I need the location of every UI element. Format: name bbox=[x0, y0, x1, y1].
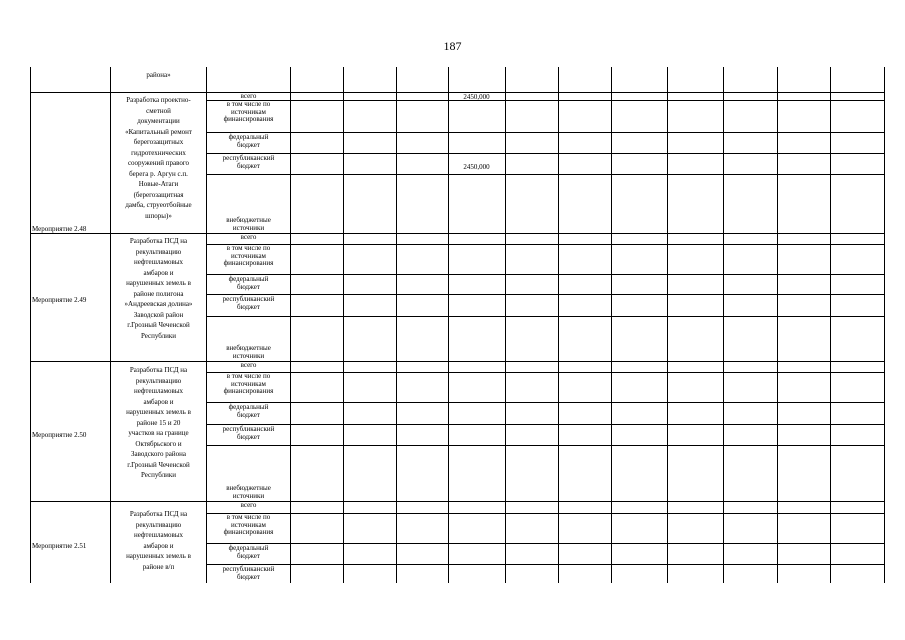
table-rule bbox=[206, 445, 885, 446]
description-line: амбаров и bbox=[143, 268, 174, 277]
description-line: нарушенных земель в bbox=[126, 408, 191, 416]
description-line: дамба, струеотбойные bbox=[125, 201, 192, 209]
value-republic: 2450,000 bbox=[463, 163, 490, 171]
description-line: Новые-Атаги bbox=[138, 180, 179, 188]
description-line: Разработка ПСД на bbox=[129, 510, 188, 518]
table-rule bbox=[558, 67, 559, 583]
table-rule bbox=[290, 67, 291, 583]
description-line: Республики bbox=[140, 471, 177, 479]
table-rule bbox=[206, 402, 885, 403]
description-line: гидротехнических bbox=[131, 148, 186, 157]
description-line: Заводской район bbox=[133, 310, 184, 319]
category-extra: внебюджетные bbox=[226, 344, 271, 352]
table-rule bbox=[448, 67, 449, 583]
description-line: берегозащитных bbox=[133, 138, 184, 146]
category-incl: финансирования bbox=[223, 115, 274, 123]
description-line: г.Грозный Чеченской bbox=[127, 321, 190, 329]
category-federal: федеральный bbox=[228, 133, 269, 141]
description-line: нарушенных земель в bbox=[126, 552, 191, 560]
category-incl: источникам bbox=[231, 107, 266, 116]
table-rule bbox=[206, 100, 885, 101]
category-extra: внебюджетные bbox=[226, 484, 271, 492]
category-federal: бюджет bbox=[237, 410, 260, 419]
description-line: рекультивацию bbox=[135, 247, 182, 256]
description-line: амбаров и bbox=[143, 541, 174, 550]
category-total: всего bbox=[240, 361, 257, 369]
category-republic: бюджет bbox=[237, 161, 260, 170]
description-line: «Капитальный ремонт bbox=[125, 127, 192, 136]
category-republic: бюджет bbox=[237, 302, 260, 311]
table-rule bbox=[206, 513, 885, 514]
table-rule bbox=[206, 564, 885, 565]
description-line: берега р. Аргун с.п. bbox=[129, 169, 188, 178]
category-extra: источники bbox=[232, 351, 265, 360]
table-rule bbox=[884, 67, 885, 583]
description-line: шпоры)» bbox=[145, 211, 172, 220]
description-line: сметной bbox=[146, 106, 171, 115]
category-incl: в том числе по bbox=[226, 372, 271, 380]
category-incl: финансирования bbox=[223, 259, 274, 267]
table-rule bbox=[206, 174, 885, 175]
description-line: нарушенных земель в bbox=[126, 279, 191, 287]
category-federal: федеральный bbox=[228, 544, 269, 552]
category-total: всего bbox=[240, 501, 257, 509]
description-line: районе 15 и 20 bbox=[136, 418, 181, 427]
description-line: Разработка ПСД на bbox=[129, 237, 188, 245]
category-incl: источникам bbox=[231, 251, 266, 260]
table-rule bbox=[206, 132, 885, 133]
table-rule bbox=[505, 67, 506, 583]
description-line: Республики bbox=[140, 331, 177, 340]
category-extra: внебюджетные bbox=[226, 216, 271, 224]
value-total: 2450,000 bbox=[463, 93, 490, 101]
description-line: нефтешламовых bbox=[133, 531, 184, 539]
table-rule bbox=[206, 372, 885, 373]
category-republic: республиканский bbox=[222, 565, 275, 573]
category-republic: бюджет bbox=[237, 432, 260, 441]
measure-label: Мероприятие 2.49 bbox=[32, 296, 87, 304]
description-line: документации bbox=[137, 117, 180, 125]
category-incl: в том числе по bbox=[226, 513, 271, 521]
description-line: рекультивацию bbox=[135, 376, 182, 385]
measure-label: Мероприятие 2.48 bbox=[32, 225, 87, 233]
category-incl: источникам bbox=[231, 520, 266, 529]
description-line: рекультивацию bbox=[135, 520, 182, 529]
category-incl: финансирования bbox=[223, 387, 274, 395]
category-extra: источники bbox=[232, 223, 265, 232]
category-incl: источникам bbox=[231, 379, 266, 388]
description-line: Разработка ПСД на bbox=[129, 366, 188, 374]
description-line: (берегозащитная bbox=[133, 190, 184, 199]
category-extra: источники bbox=[232, 491, 265, 500]
measure-label: Мероприятие 2.50 bbox=[32, 431, 87, 439]
table-rule bbox=[611, 67, 612, 583]
table-rule bbox=[667, 67, 668, 583]
table-rule bbox=[343, 67, 344, 583]
table-rule bbox=[206, 543, 885, 544]
description-line: районе в/п bbox=[142, 562, 175, 571]
category-federal: федеральный bbox=[228, 403, 269, 411]
description-line: »Андреевская долина» bbox=[124, 300, 193, 308]
description-line: Заводского района bbox=[130, 450, 187, 458]
description-fragment: района» bbox=[146, 71, 171, 79]
description-line: нефтешламовых bbox=[133, 258, 184, 266]
table-rule bbox=[206, 316, 885, 317]
category-republic: республиканский bbox=[222, 154, 275, 162]
description-line: участков на границе bbox=[128, 429, 189, 437]
description-line: районе полигона bbox=[133, 289, 184, 298]
description-line: Разработка проектно- bbox=[126, 96, 191, 104]
category-incl: в том числе по bbox=[226, 244, 271, 252]
category-federal: бюджет bbox=[237, 282, 260, 291]
table-rule bbox=[777, 67, 778, 583]
category-total: всего bbox=[240, 92, 257, 100]
category-incl: в том числе по bbox=[226, 100, 271, 108]
table-rule bbox=[396, 67, 397, 583]
description-line: г.Грозный Чеченской bbox=[127, 460, 190, 469]
table-rule bbox=[830, 67, 831, 583]
category-republic: республиканский bbox=[222, 295, 275, 303]
category-incl: финансирования bbox=[223, 528, 274, 536]
table-rule bbox=[206, 424, 885, 425]
description-line: Октябрьского и bbox=[135, 439, 182, 448]
table-rule bbox=[206, 274, 885, 275]
table-rule bbox=[206, 294, 885, 295]
table-rule bbox=[30, 233, 885, 234]
description-line: амбаров и bbox=[143, 397, 174, 406]
table-rule bbox=[723, 67, 724, 583]
category-federal: федеральный bbox=[228, 275, 269, 283]
table-rule bbox=[30, 361, 885, 362]
category-republic: бюджет bbox=[237, 572, 260, 581]
measure-label: Мероприятие 2.51 bbox=[32, 542, 87, 550]
table-rule bbox=[206, 153, 885, 154]
category-federal: бюджет bbox=[237, 140, 260, 149]
category-republic: республиканский bbox=[222, 425, 275, 433]
page-number: 187 bbox=[443, 39, 462, 53]
category-federal: бюджет bbox=[237, 551, 260, 560]
description-line: нефтешламовых bbox=[133, 387, 184, 395]
description-line: сооружений правого bbox=[127, 159, 190, 167]
table-rule bbox=[30, 501, 885, 502]
table-rule bbox=[206, 244, 885, 245]
table-rule bbox=[30, 67, 31, 583]
category-total: всего bbox=[240, 233, 257, 241]
